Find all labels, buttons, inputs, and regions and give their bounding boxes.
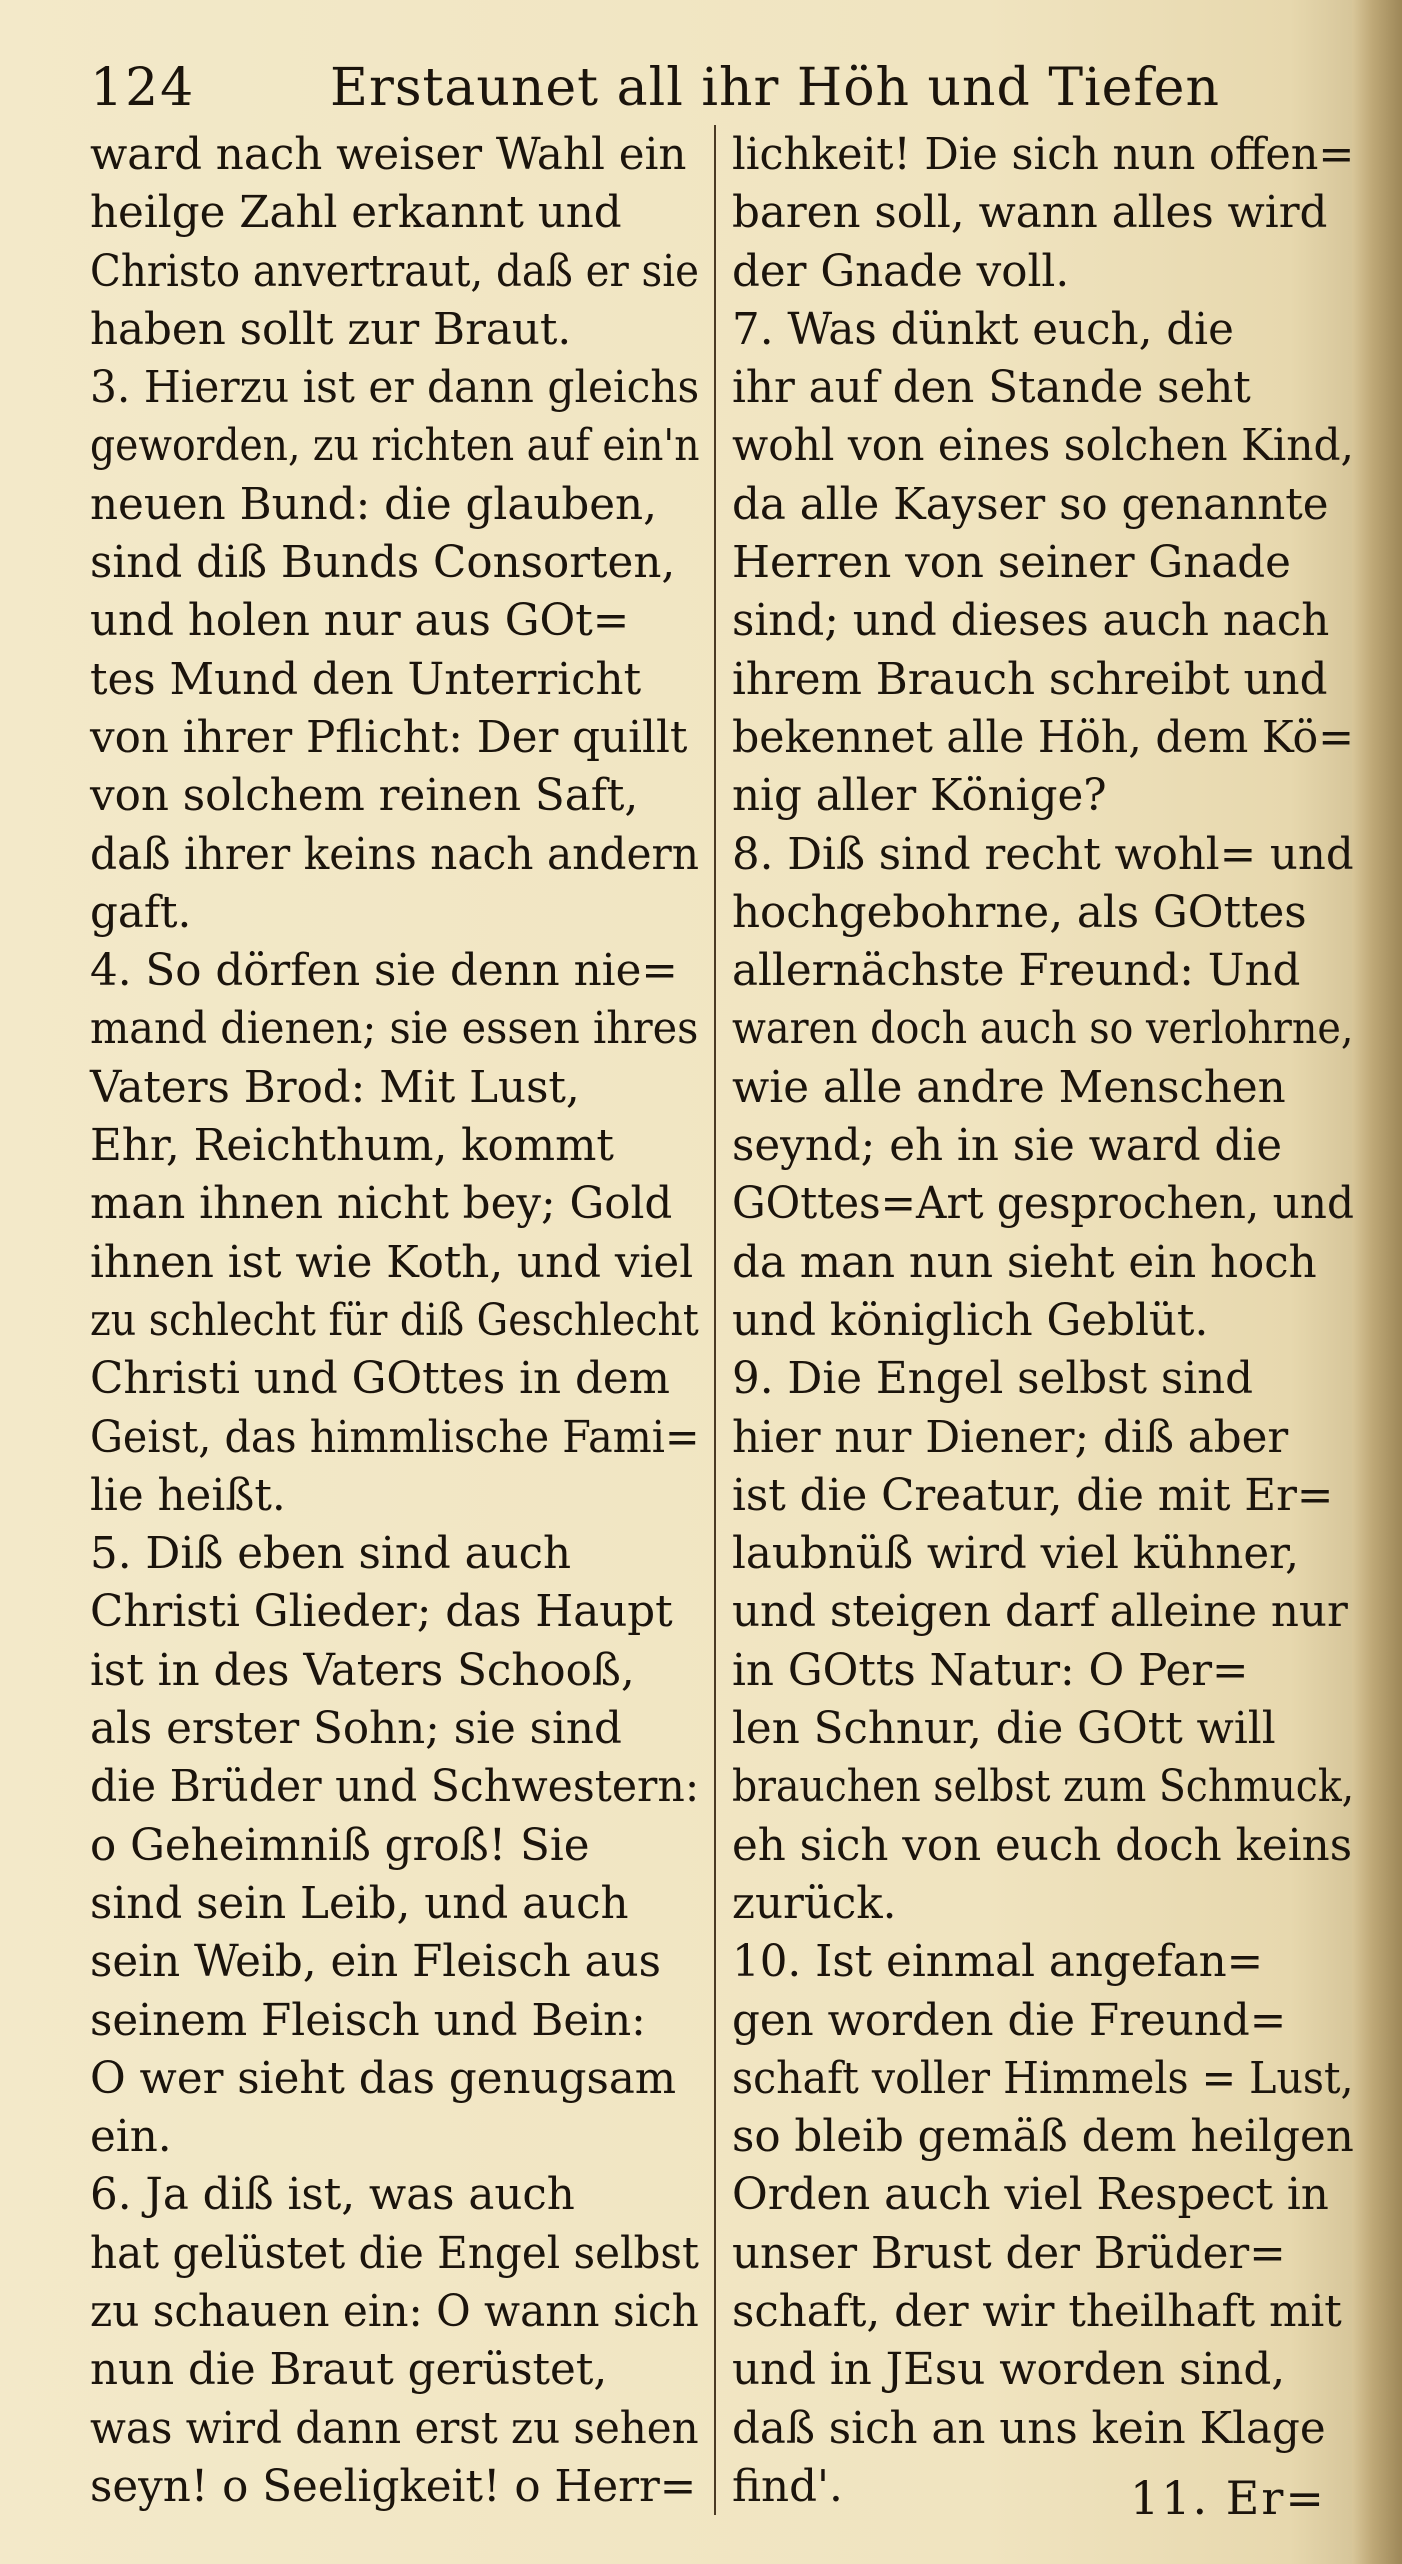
text-line: seinem Fleisch und Bein: [90, 1994, 646, 2046]
text-line: 10. Ist einmal angefan= [732, 1936, 1264, 1988]
text-line: und königlich Geblüt. [732, 1294, 1209, 1346]
text-line: baren soll, wann alles wird [732, 187, 1328, 239]
page-header [90, 48, 1330, 128]
text-line: schaft, der wir theilhaft mit [732, 2285, 1342, 2337]
text-line: zu schauen ein: O wann sich [90, 2285, 699, 2337]
text-line: eh sich von euch doch keins [732, 1819, 1353, 1871]
text-line: sind sein Leib, und auch [90, 1877, 629, 1929]
text-line: wohl von eines solchen Kind, [732, 420, 1354, 472]
text-line: ihrem Brauch schreibt und [732, 653, 1328, 705]
text-line: brauchen selbst zum Schmuck, [732, 1761, 1355, 1813]
text-line: Christi Glieder; das Haupt [90, 1586, 673, 1638]
text-line: gen worden die Freund= [732, 1994, 1287, 2046]
text-line: zu schlecht für diß Geschlecht [90, 1294, 699, 1346]
text-line: lichkeit! Die sich nun offen= [732, 129, 1355, 180]
text-line: ist die Creatur, die mit Er= [732, 1469, 1334, 1521]
catchword: 11. Er= [1130, 2471, 1326, 2525]
text-line: seyn! o Seeligkeit! o Herr= [90, 2460, 697, 2512]
text-line: nun die Braut gerüstet, [90, 2344, 608, 2396]
text-line: ward nach weiser Wahl ein [90, 129, 687, 180]
text-line: 8. Diß sind recht wohl= und [732, 828, 1354, 880]
text-line: daß sich an uns kein Klage [732, 2402, 1326, 2454]
text-line: Ehr, Reichthum, kommt [90, 1120, 614, 1172]
text-line: nig aller Könige? [732, 770, 1107, 822]
text-line: laubnüß wird viel kühner, [732, 1528, 1299, 1580]
text-line: der Gnade voll. [732, 245, 1070, 297]
text-line: sein Weib, ein Fleisch aus [90, 1936, 661, 1988]
text-line: tes Mund den Unterricht [90, 653, 642, 705]
text-line: hier nur Diener; diß aber [732, 1411, 1289, 1463]
text-line: ein. [90, 2111, 172, 2163]
text-line: len Schnur, die GOtt will [732, 1703, 1276, 1755]
text-line: allernächste Freund: Und [732, 945, 1301, 997]
text-line: heilge Zahl erkannt und [90, 187, 622, 239]
text-line: O wer sieht das genugsam [90, 2052, 677, 2104]
text-line: mand dienen; sie essen ihres [90, 1003, 699, 1055]
text-line: 5. Diß eben sind auch [90, 1528, 572, 1580]
column-divider [714, 125, 716, 2515]
text-line: Christo anvertraut, daß er sie [90, 245, 699, 297]
text-line: die Brüder und Schwestern: [90, 1761, 700, 1813]
text-line: geworden, zu richten auf ein'n [90, 420, 700, 472]
text-line: von solchem reinen Saft, [90, 770, 639, 822]
text-line: von ihrer Pflicht: Der quillt [90, 711, 688, 763]
text-line: lie heißt. [90, 1469, 286, 1521]
text-line: o Geheimniß groß! Sie [90, 1819, 590, 1871]
text-line: bekennet alle Höh, dem Kö= [732, 711, 1354, 763]
text-line: was wird dann erst zu sehen [90, 2402, 699, 2454]
text-line: da man nun sieht ein hoch [732, 1236, 1317, 1288]
text-line: Orden auch viel Respect in [732, 2169, 1329, 2221]
text-line: so bleib gemäß dem heilgen [732, 2111, 1354, 2163]
text-line: man ihnen nicht bey; Gold [90, 1178, 673, 1230]
text-line: unser Brust der Brüder= [732, 2227, 1286, 2279]
text-line: haben sollt zur Braut. [90, 303, 572, 355]
text-line: und holen nur aus GOt= [90, 595, 630, 647]
text-line: GOttes=Art gesprochen, und [732, 1178, 1354, 1230]
text-line: ist in des Vaters Schooß, [90, 1644, 635, 1696]
text-line: waren doch auch so verlohrne, [732, 1003, 1354, 1055]
text-line: in GOtts Natur: O Per= [732, 1644, 1249, 1696]
text-line: Herren von seiner Gnade [732, 537, 1291, 589]
text-line: 9. Die Engel selbst sind [732, 1353, 1254, 1405]
left-text-column [90, 126, 705, 2512]
text-line: hochgebohrne, als GOttes [732, 886, 1307, 938]
text-line: wie alle andre Menschen [732, 1061, 1286, 1113]
text-line: zurück. [732, 1877, 897, 1929]
text-line: und in JEsu worden sind, [732, 2344, 1286, 2396]
text-line: Christi und GOttes in dem [90, 1353, 670, 1405]
text-line: schaft voller Himmels = Lust, [732, 2052, 1354, 2104]
text-line: sind diß Bunds Consorten, [90, 537, 676, 589]
text-line: daß ihrer keins nach andern [90, 828, 699, 880]
text-line: 3. Hierzu ist er dann gleichs [90, 362, 700, 414]
text-line: neuen Bund: die glauben, [90, 478, 657, 530]
text-line: 4. So dörfen sie denn nie= [90, 945, 678, 997]
text-line: sind; und dieses auch nach [732, 595, 1330, 647]
text-line: 7. Was dünkt euch, die [732, 303, 1234, 355]
text-line: find'. [732, 2460, 843, 2512]
text-line: da alle Kayser so genannte [732, 478, 1329, 530]
text-line: und steigen darf alleine nur [732, 1586, 1348, 1638]
text-line: ihr auf den Stande seht [732, 362, 1251, 414]
text-line: 6. Ja diß ist, was auch [90, 2169, 575, 2221]
text-line: seynd; eh in sie ward die [732, 1120, 1283, 1172]
text-line: Vaters Brod: Mit Lust, [90, 1061, 580, 1113]
text-line: als erster Sohn; sie sind [90, 1703, 622, 1755]
text-line: hat gelüstet die Engel selbst [90, 2227, 699, 2279]
text-line: ihnen ist wie Koth, und viel [90, 1236, 694, 1288]
text-line: gaft. [90, 886, 192, 938]
text-line: Geist, das himmlische Fami= [90, 1411, 700, 1463]
page-number: 124 [90, 58, 196, 118]
running-head: Erstaunet all ihr Höh und Tiefen [330, 58, 1220, 118]
